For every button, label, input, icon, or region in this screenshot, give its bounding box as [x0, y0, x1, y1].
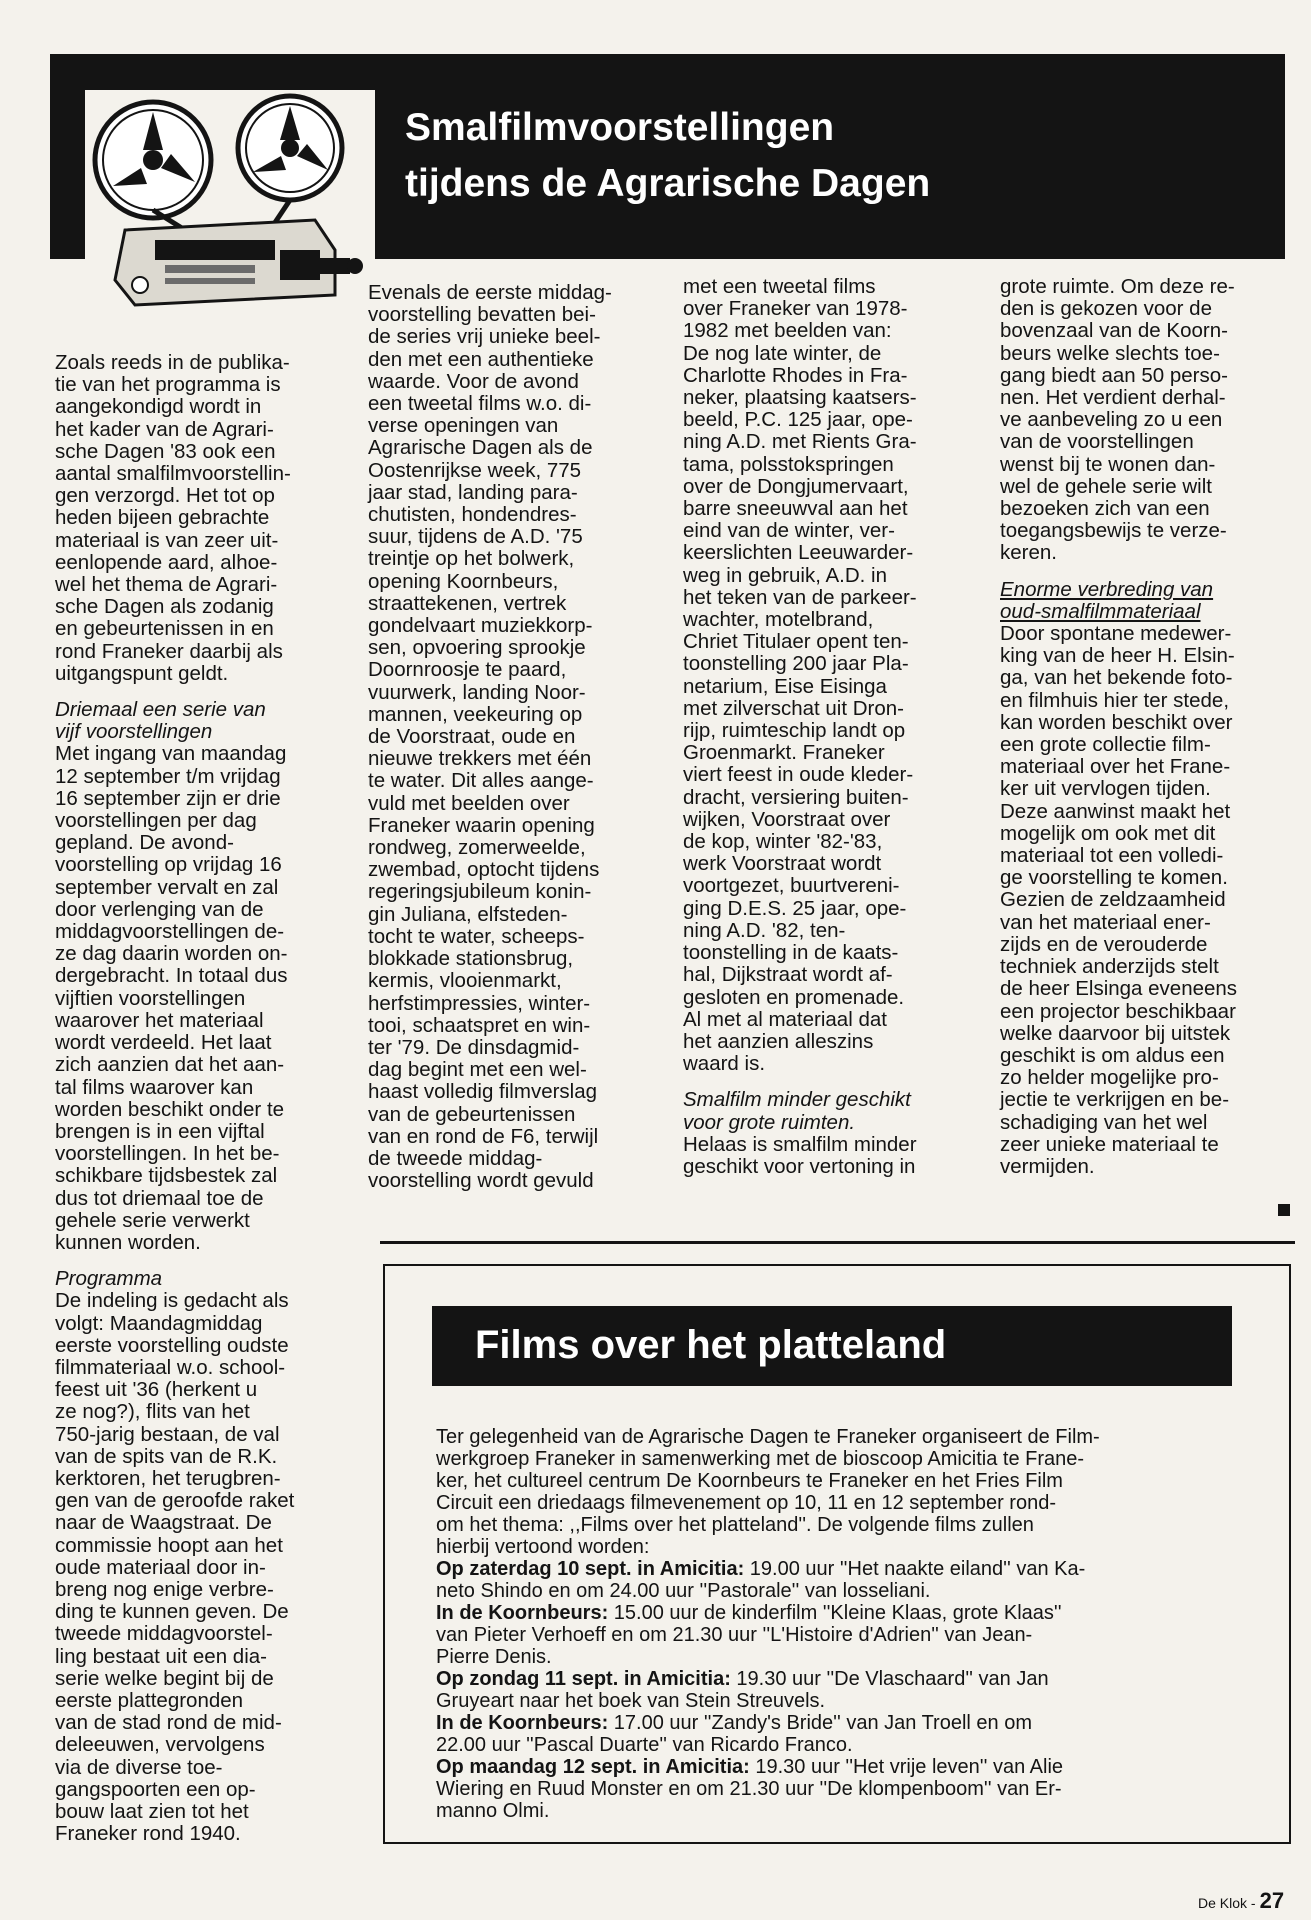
paragraph-column-2: Evenals de eerste middag- voorstelling bevatten bei- de series vrij unieke beel- den met een authentieke waarde. Voor de avond een tweetal films w.o. di- verse openingen van Agrarische Dagen als de Oostenrijkse week, 775 jaar stad, landing para- chutisten, hondendres- suur, tijdens de A.D. '75 treintje op het bolwerk, opening Koornbeurs, straattekenen, vertrek gondelvaart muziekkorp- sen, opvoering sprookje Doornroosje te paard, vuurwerk, landing Noor- mannen, veekeuring op de Voorstraat, oude en nieuwe trekkers met één te water. Dit alles aange- vuld met beelden over Franeker waarin opening rondweg, zomerweelde, zwembad, optocht tijdens regeringsjubileum konin- gin Juliana, elfsteden- tocht te water, scheeps- blokkade stationsbrug, kermis, vlooienmarkt, herfstimpressies, winter- tooi, schaatspret en win- ter '79. De dinsdagmid- dag begint met een wel- haast volledig filmverslag van de gebeurtenissen van en rond de F6, terwijl de tweede middag- voorstelling wordt gevuld	[368, 281, 612, 1193]
article-column-3	[683, 276, 983, 1178]
article-column-4	[1000, 276, 1285, 1178]
program-entry-text: 19.30 uur ''Het vrije leven'' van Alie Wiering en Ruud Monster en om 21.30 uur ''De klompenboom'' van Er- manno Olmi.	[436, 1756, 1064, 1822]
page-footer	[1198, 1888, 1284, 1914]
films-program-text	[436, 1426, 1246, 1822]
program-entry-text: 19.00 uur ''Het naakte eiland'' van Ka- neto Shindo en om 24.00 uur ''Pastorale'' van losseliani.	[436, 1558, 1086, 1602]
headline-line-1: Smalfilmvoorstellingen	[405, 106, 835, 149]
subheading-programma: Programma	[55, 1267, 163, 1291]
article-column-1	[55, 352, 345, 1845]
program-entry-label: In de Koornbeurs:	[436, 1712, 609, 1734]
films-title: Films over het platteland	[475, 1323, 947, 1367]
program-entry-label: Op zaterdag 10 sept. in Amicitia:	[436, 1558, 745, 1580]
page-number: 27	[1259, 1888, 1285, 1913]
program-entry-label: In de Koornbeurs:	[436, 1602, 609, 1624]
left-reel-icon	[95, 102, 211, 218]
program-entry	[436, 1602, 1246, 1668]
program-entry-text: 15.00 uur de kinderfilm ''Kleine Klaas, grote Klaas'' van Pieter Verhoeff en om 21.30 uur ''L'Histoire d'Adrien'' van Jean- Pierre Denis.	[436, 1602, 1062, 1668]
right-reel-icon	[238, 96, 342, 200]
article-column-2	[368, 282, 668, 1192]
film-projector-illustration	[85, 90, 375, 325]
article-headline	[405, 100, 1265, 212]
magazine-name: De Klok -	[1198, 1895, 1256, 1911]
paragraph-verbreding: Door spontane medewer- king van de heer H. Elsin- ga, van het bekende foto- en filmhuis hier ter stede, kan worden beschikt over een grote collectie film- materiaal over het Frane- ker uit vervlogen tijden. Deze aanwinst maakt het mogelijk om ook met dit materiaal tot een volledi- ge voorstelling te komen. Gezien de zeldzaamheid van het materiaal ener- zijds en de verouderde techniek anderzijds stelt de heer Elsinga eveneens een projector beschikbaar welke daarvoor bij uitstek geschikt is om aldus een zo helder mogelijke pro- jectie te verkrijgen en be- schadiging van het wel zeer unieke materiaal te vermijden.	[1000, 622, 1238, 1178]
program-entry-text: 17.00 uur ''Zandy's Bride'' van Jan Troell en om 22.00 uur ''Pascal Duarte'' van Ricardo Franco.	[436, 1712, 1032, 1756]
paragraph-programma: De indeling is gedacht als volgt: Maandagmiddag eerste voorstelling oudste filmmateriaal w.o. school- feest uit '36 (herkent u ze nog?), flits van het 750-jarig bestaan, de val van de spits van de R.K. kerktoren, het terugbren- gen van de geroofde raket naar de Waagstraat. De commissie hoopt aan het oude materiaal door in- breng nog enige verbre- ding te kunnen geven. De tweede middagvoorstel- ling bestaat uit een dia- serie welke begint bij de eerste plattegronden van de stad rond de mid- deleeuwen, vervolgens via de diverse toe- gangspoorten een op- bouw laat zien tot het Franeker rond 1940.	[55, 1289, 295, 1846]
paragraph-smalfilm: Helaas is smalfilm minder geschikt voor vertoning in	[683, 1132, 917, 1178]
program-entry	[436, 1712, 1246, 1756]
intro-paragraph: Zoals reeds in de publika- tie van het programma is aangekondigd wordt in het kader van de Agrari- sche Dagen '83 ook een aantal smalfilmvoorstellin- gen verzorgd. Het tot op heden bijeen gebrachte materiaal is van zeer uit- eenlopende aard, alhoe- wel het thema de Agrari- sche Dagen als zodanig en gebeurtenissen in en rond Franeker daarbij als uitgangspunt geldt.	[55, 351, 291, 685]
section-divider	[380, 1241, 1295, 1244]
article-end-mark	[1278, 1204, 1290, 1216]
program-entry	[436, 1756, 1246, 1822]
program-entry	[436, 1558, 1246, 1602]
program-entry	[436, 1668, 1246, 1712]
subheading-driemaal: Driemaal een serie van vijf voorstellingen	[55, 698, 266, 744]
paragraph-column-3: met een tweetal films over Franeker van 1978- 1982 met beelden van: De nog late winter, de Charlotte Rhodes in Fra- neker, plaatsing kaatsers- beeld, P.C. 125 jaar, ope- ning A.D. met Rients Gra- tama, polsstokspringen over de Dongjumervaart, barre sneeuwval aan het eind van de winter, ver- keerslichten Leeuwarder- weg in gebruik, A.D. in het teken van de parkeer- wachter, motelbrand, Chriet Titulaer opent ten- toonstelling 200 jaar Pla- netarium, Eise Eisinga met zilverschat uit Dron- rijp, ruimteschip landt op Groenmarkt. Franeker viert feest in oude kleder- dracht, versiering buiten- wijken, Voorstraat over de kop, winter '82-'83, werk Voorstraat wordt voortgezet, buurtvereni- ging D.E.S. 25 jaar, ope- ning A.D. '82, ten- toonstelling in de kaats- hal, Dijkstraat wordt af- gesloten en promenade. Al met al materiaal dat het aanzien alleszins waard is.	[683, 275, 917, 1076]
subheading-verbreding: Enorme verbreding van oud-smalfilmmateriaal	[1000, 577, 1214, 623]
headline-line-2: tijdens de Agrarische Dagen	[405, 162, 931, 205]
program-entry-text: 19.30 uur ''De Vlaschaard'' van Jan Gruyeart naar het boek van Stein Streuvels.	[436, 1668, 1049, 1712]
films-intro: Ter gelegenheid van de Agrarische Dagen te Franeker organiseert de Film- werkgroep Franeker in samenwerking met de bioscoop Amicitia te Frane- ker, het cultureel centrum De Koornbeurs te Franeker en het Fries Film Circuit een driedaags filmevenement op 10, 11 en 12 september rond- om het thema: ,,Films over het platteland''. De volgende films zullen hierbij vertoond worden:	[436, 1426, 1100, 1558]
projector-body	[115, 220, 363, 305]
program-entry-label: Op maandag 12 sept. in Amicitia:	[436, 1756, 750, 1778]
program-entry-label: Op zondag 11 sept. in Amicitia:	[436, 1668, 731, 1690]
paragraph-driemaal: Met ingang van maandag 12 september t/m vrijdag 16 september zijn er drie voorstellingen per dag gepland. De avond- voorstelling op vrijdag 16 september vervalt en zal door verlenging van de middagvoorstellingen de- ze dag daarin worden on- dergebracht. In totaal dus vijftien voorstellingen waarover het materiaal wordt verdeeld. Het laat zich aanzien dat het aan- tal films waarover kan worden beschikt onder te brengen is in een vijftal voorstellingen. In het be- schikbare tijdsbestek zal dus tot driemaal toe de gehele serie verwerkt kunnen worden.	[55, 742, 288, 1254]
paragraph-column-4: grote ruimte. Om deze re- den is gekozen voor de bovenzaal van de Koorn- beurs welke slechts toe- gang biedt aan 50 perso- nen. Het verdient derhal- ve aanbeveling zo u een van de voorstellingen wenst bij te wonen dan- wel de gehele serie wilt bezoeken zich van een toegangsbewijs te verze- keren.	[1000, 275, 1235, 565]
subheading-smalfilm: Smalfilm minder geschikt voor grote ruimten.	[683, 1088, 911, 1134]
